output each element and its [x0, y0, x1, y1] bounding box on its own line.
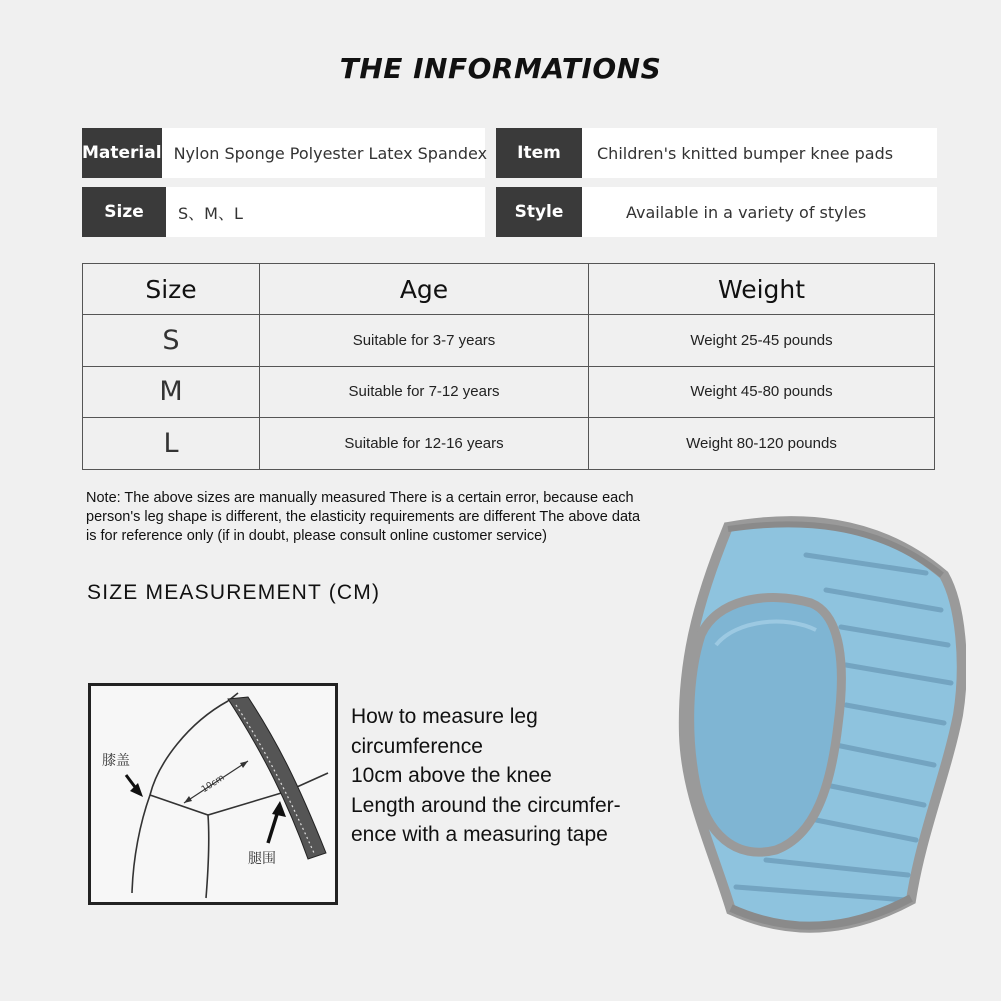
note-line: is for reference only (if in doubt, please consult online customer service): [86, 528, 547, 544]
table-row: [83, 315, 935, 367]
material-label: Material: [82, 128, 162, 178]
instruction-line: ence with a measuring tape: [351, 823, 608, 847]
table-row: [83, 366, 935, 418]
circumference-label: 腿围: [248, 851, 276, 867]
row-age: Suitable for 12-16 years: [260, 418, 589, 470]
kneecap-label: 膝盖: [102, 753, 130, 769]
header-size: Size: [83, 264, 260, 315]
instruction-line: How to measure leg: [351, 705, 538, 728]
size-note: [86, 489, 726, 546]
size-label: Size: [82, 187, 166, 237]
info-row-item: [496, 128, 937, 178]
info-row-size: [82, 187, 485, 237]
style-label: Style: [496, 187, 582, 237]
header-age: Age: [260, 264, 589, 315]
item-value: Children's knitted bumper knee pads: [597, 143, 894, 163]
distance-label: 10cm: [199, 773, 227, 796]
knee-pad-image: [676, 515, 966, 945]
row-size: S: [83, 315, 260, 367]
info-row-material: [82, 128, 488, 178]
measure-instructions: [351, 702, 621, 850]
size-value: S、M、L: [178, 203, 243, 223]
item-label: Item: [496, 128, 582, 178]
row-size: M: [83, 366, 260, 418]
size-table: [82, 263, 935, 470]
note-line: person's leg shape is different, the elasticity requirements are different The above data: [86, 509, 641, 525]
info-row-style: [496, 187, 937, 237]
row-age: Suitable for 7-12 years: [260, 366, 589, 418]
row-size: L: [83, 418, 260, 470]
section-title: SIZE MEASUREMENT (CM): [87, 581, 381, 604]
table-row: [83, 418, 935, 470]
measurement-diagram: [88, 683, 338, 905]
row-weight: Weight 80-120 pounds: [589, 418, 935, 470]
instruction-line: circumference: [351, 734, 483, 758]
table-header-row: [83, 264, 935, 315]
style-value: Available in a variety of styles: [626, 202, 867, 222]
page-title: THE INFORMATIONS: [339, 52, 662, 85]
row-weight: Weight 25-45 pounds: [589, 315, 935, 367]
instruction-line: 10cm above the knee: [351, 764, 552, 788]
row-weight: Weight 45-80 pounds: [589, 366, 935, 418]
instruction-line: Length around the circumfer-: [351, 793, 621, 817]
row-age: Suitable for 3-7 years: [260, 315, 589, 367]
material-value: Nylon Sponge Polyester Latex Spandex: [173, 143, 488, 163]
note-line: Note: The above sizes are manually measured There is a certain error, because each: [86, 490, 634, 506]
header-weight: Weight: [589, 264, 935, 315]
